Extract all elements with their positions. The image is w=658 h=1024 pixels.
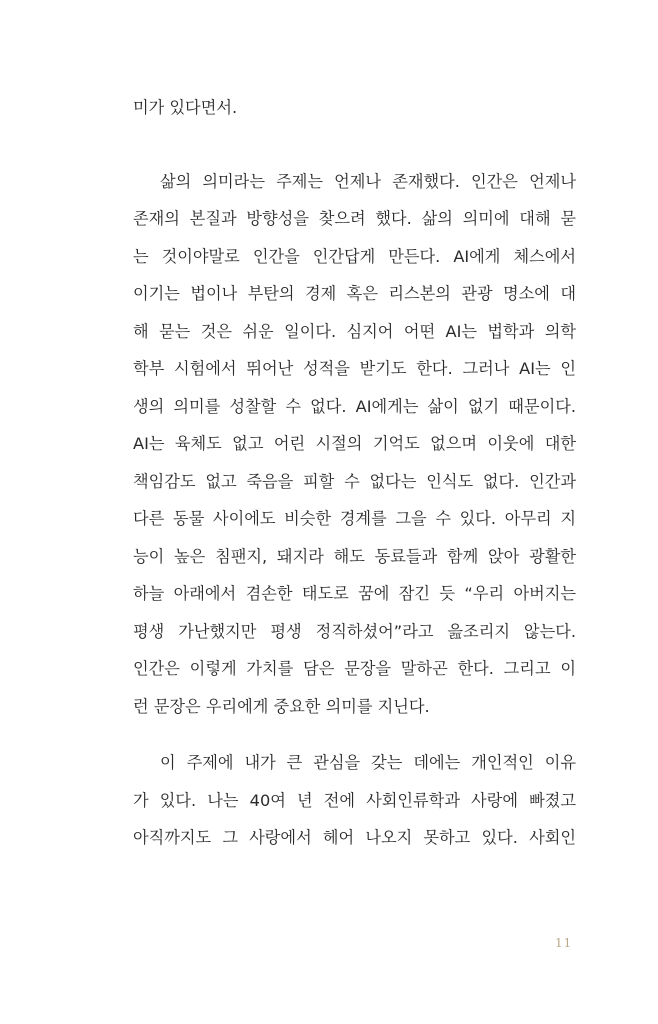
- text-line: 이 주제에 내가 큰 관심을 갖는 데에는 개인적인 이유: [160, 753, 576, 772]
- text-line: 능이 높은 침팬지, 돼지라 해도 동료들과 함께 앉아 광활한: [133, 547, 576, 566]
- text-line: 이기는 법이나 부탄의 경제 혹은 리스본의 관광 명소에 대: [133, 284, 576, 303]
- text-line: 아직까지도 그 사랑에서 헤어 나오지 못하고 있다. 사회인: [133, 828, 576, 847]
- text-line: 가 있다. 나는 40여 년 전에 사회인류학과 사랑에 빠졌고: [133, 791, 576, 810]
- text-line: 삶의 의미라는 주제는 언제나 존재했다. 인간은 언제나: [160, 172, 576, 191]
- text-line: 평생 가난했지만 평생 정직하셨어”라고 읊조리지 않는다.: [133, 622, 576, 641]
- text-line: AI는 육체도 없고 어린 시절의 기억도 없으며 이웃에 대한: [133, 434, 576, 453]
- text-line: 해 묻는 것은 쉬운 일이다. 심지어 어떤 AI는 법학과 의학: [133, 322, 576, 341]
- text-line: 런 문장은 우리에게 중요한 의미를 지닌다.: [133, 697, 430, 716]
- text-line: 학부 시험에서 뛰어난 성적을 받기도 한다. 그러나 AI는 인: [133, 359, 576, 378]
- text-line: 생의 의미를 성찰할 수 없다. AI에게는 삶이 없기 때문이다.: [133, 397, 576, 416]
- text-line: 는 것이야말로 인간을 인간답게 만든다. AI에게 체스에서: [133, 247, 576, 266]
- text-line: 인간은 이렇게 가치를 담은 문장을 말하곤 한다. 그리고 이: [133, 659, 576, 678]
- text-line: 존재의 본질과 방향성을 찾으려 했다. 삶의 의미에 대해 묻: [133, 209, 576, 228]
- text-line: 책임감도 없고 죽음을 피할 수 없다는 인식도 없다. 인간과: [133, 472, 576, 491]
- text-line: 하늘 아래에서 겸손한 태도로 꿈에 잠긴 듯 “우리 아버지는: [133, 584, 576, 603]
- text-line: 미가 있다면서.: [133, 98, 238, 117]
- page-number: 11: [555, 936, 573, 950]
- text-line: 다른 동물 사이에도 비슷한 경계를 그을 수 있다. 아무리 지: [133, 509, 576, 528]
